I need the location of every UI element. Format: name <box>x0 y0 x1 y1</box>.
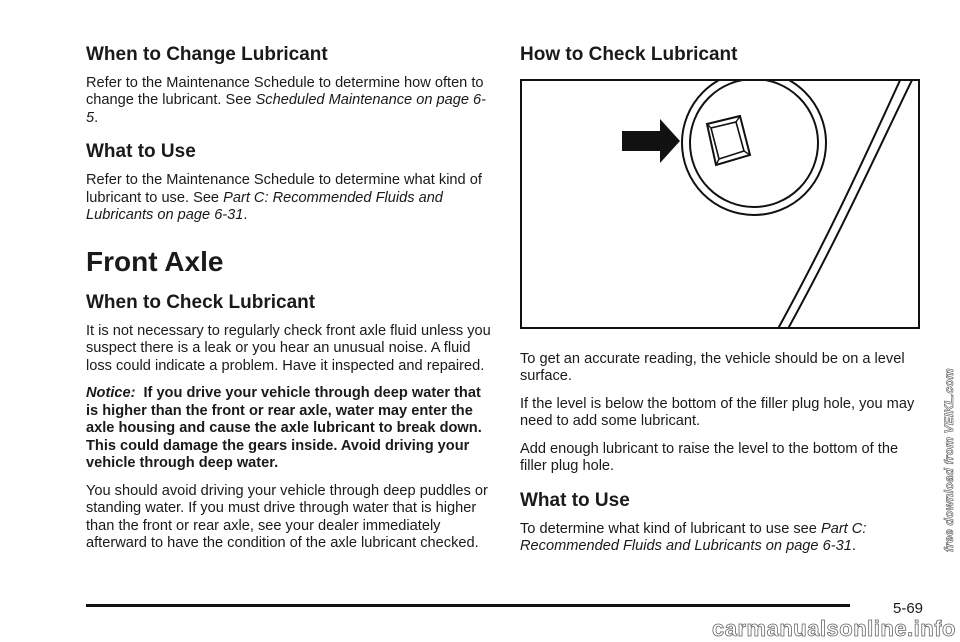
paragraph-check: It is not necessary to regularly check front axle fluid unless you suspect there is a leak or you hear an unusual noise. A fluid loss could indicate a problem. Have it inspected and repaired. <box>86 322 491 374</box>
housing-curve-inner <box>774 81 902 329</box>
filler-plug-icon <box>707 116 750 165</box>
section-title-front-axle: Front Axle <box>86 245 224 277</box>
paragraph-level-surface: To get an accurate reading, the vehicle should be on a level surface. <box>520 350 905 385</box>
link-scheduled-maintenance[interactable]: Scheduled Maintenance on page 6-5 <box>86 92 487 126</box>
heading-when-to-check: When to Check Lubricant <box>86 292 316 314</box>
notice-paragraph <box>86 385 494 473</box>
plug-boss-inner <box>690 81 818 207</box>
plug-boss-outer <box>682 81 826 215</box>
heading-what-to-use-right: What to Use <box>520 489 630 511</box>
link-recommended-fluids[interactable]: Part C: Recommended Fluids and Lubricants on page 6-31 <box>86 189 443 224</box>
heading-how-to-check: How to Check Lubricant <box>520 44 738 65</box>
axle-filler-plug-illustration <box>520 79 920 329</box>
page-number: 5-69 <box>893 600 924 617</box>
housing-curve-outer <box>784 81 914 329</box>
paragraph-use: Refer to the Maintenance Schedule to determine what kind of lubricant to use. See Part C: Recommended Fluids and Lubricants on page 6-31. <box>86 172 482 224</box>
left-column <box>86 44 494 563</box>
heading-when-to-change: When to Change Lubricant <box>86 44 328 65</box>
paragraph-use-right: To determine what kind of lubricant to use see Part C: Recommended Fluids and Lubricants on page 6-31. <box>520 520 867 555</box>
link-recommended-fluids-right[interactable]: Part C: Recommended Fluids and Lubricants on page 6-31 <box>520 520 867 555</box>
right-column <box>520 44 924 566</box>
right-arrow-icon <box>622 119 680 163</box>
footer-rule <box>86 604 850 607</box>
notice-label: Notice: <box>86 385 136 402</box>
side-watermark: free download from VEIKL.com <box>942 368 956 552</box>
notice-text: If you drive your vehicle through deep water that is higher than the front or rear axle, water may enter the axle housing and cause the axle lubricant to break down. This could damage the gears inside. Avoid driving your vehicle through deep water. <box>86 385 482 472</box>
heading-what-to-use: What to Use <box>86 141 196 163</box>
paragraph-change: Refer to the Maintenance Schedule to determine how often to change the lubricant. See Scheduled Maintenance on page 6-5. <box>86 74 487 126</box>
paragraph-add-lubricant: Add enough lubricant to raise the level to the bottom of the filler plug hole. <box>520 440 899 475</box>
paragraph-avoid: You should avoid driving your vehicle through deep puddles or standing water. If you must drive through water that is higher than the front or rear axle, see your dealer immediately afterward to have the condition of the axle lubricant checked. <box>86 482 488 552</box>
paragraph-level-below: If the level is below the bottom of the filler plug hole, you may need to add some lubricant. <box>520 395 915 430</box>
bottom-watermark: carmanualsonline.info <box>712 616 956 641</box>
axle-illustration-svg <box>522 81 920 329</box>
